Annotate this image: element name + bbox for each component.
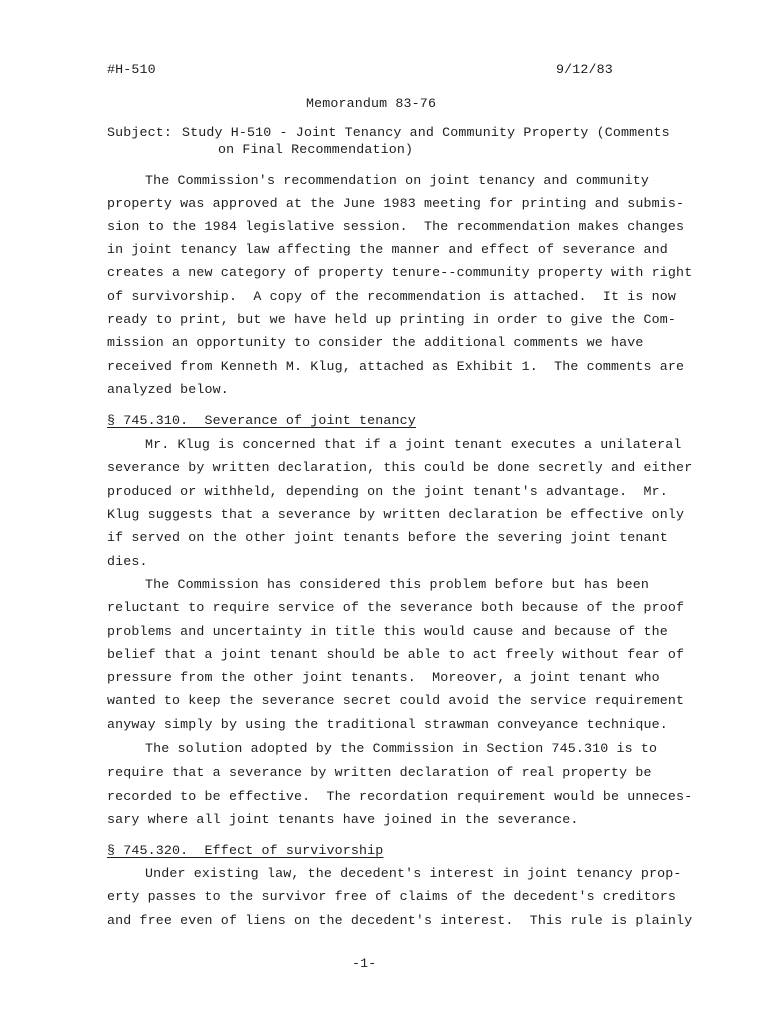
body-line: pressure from the other joint tenants. Moreover, a joint tenant who <box>107 670 660 685</box>
subject-line-2: on Final Recommendation) <box>218 142 414 157</box>
intro-line: in joint tenancy law affecting the manner and effect of severance and <box>107 242 668 257</box>
page-number: -1- <box>352 956 377 971</box>
body-line: sary where all joint tenants have joined in the severance. <box>107 812 579 827</box>
body-line: erty passes to the survivor free of claims of the decedent's creditors <box>107 889 677 904</box>
body-line: problems and uncertainty in title this would cause and because of the <box>107 624 668 639</box>
intro-line: property was approved at the June 1983 meeting for printing and submis- <box>107 196 685 211</box>
body-line: Under existing law, the decedent's interest in joint tenancy prop- <box>145 866 682 881</box>
section-heading-survivorship: § 745.320. Effect of survivorship <box>107 843 384 858</box>
intro-line: ready to print, but we have held up printing in order to give the Com- <box>107 312 677 327</box>
body-line: dies. <box>107 554 148 569</box>
intro-line: analyzed below. <box>107 382 229 397</box>
body-line: and free even of liens on the decedent's interest. This rule is plainly <box>107 913 693 928</box>
body-line: The solution adopted by the Commission in Section 745.310 is to <box>145 741 658 756</box>
body-line: recorded to be effective. The recordation requirement would be unneces- <box>107 789 693 804</box>
body-line: require that a severance by written declaration of real property be <box>107 765 652 780</box>
intro-line: received from Kenneth M. Klug, attached as Exhibit 1. The comments are <box>107 359 685 374</box>
intro-line: mission an opportunity to consider the additional comments we have <box>107 335 644 350</box>
body-line: The Commission has considered this problem before but has been <box>145 577 650 592</box>
subject-label: Subject: <box>107 125 173 140</box>
doc-date: 9/12/83 <box>556 62 613 77</box>
body-line: Klug suggests that a severance by written declaration be effective only <box>107 507 685 522</box>
body-line: Mr. Klug is concerned that if a joint tenant executes a unilateral <box>145 437 682 452</box>
body-line: anyway simply by using the traditional strawman conveyance technique. <box>107 717 668 732</box>
subject-line-1: Study H-510 - Joint Tenancy and Community Property (Comments <box>182 125 670 140</box>
intro-line: sion to the 1984 legislative session. The recommendation makes changes <box>107 219 685 234</box>
doc-id: #H-510 <box>107 62 156 77</box>
intro-line: of survivorship. A copy of the recommendation is attached. It is now <box>107 289 677 304</box>
body-line: belief that a joint tenant should be able to act freely without fear of <box>107 647 685 662</box>
body-line: if served on the other joint tenants before the severing joint tenant <box>107 530 668 545</box>
body-line: reluctant to require service of the severance both because of the proof <box>107 600 685 615</box>
intro-line: creates a new category of property tenure--community property with right <box>107 265 693 280</box>
section-heading-severance: § 745.310. Severance of joint tenancy <box>107 413 416 428</box>
memo-title: Memorandum 83-76 <box>306 96 437 111</box>
body-line: produced or withheld, depending on the joint tenant's advantage. Mr. <box>107 484 668 499</box>
body-line: wanted to keep the severance secret could avoid the service requirement <box>107 693 685 708</box>
intro-line: The Commission's recommendation on joint tenancy and community <box>145 173 650 188</box>
body-line: severance by written declaration, this could be done secretly and either <box>107 460 693 475</box>
